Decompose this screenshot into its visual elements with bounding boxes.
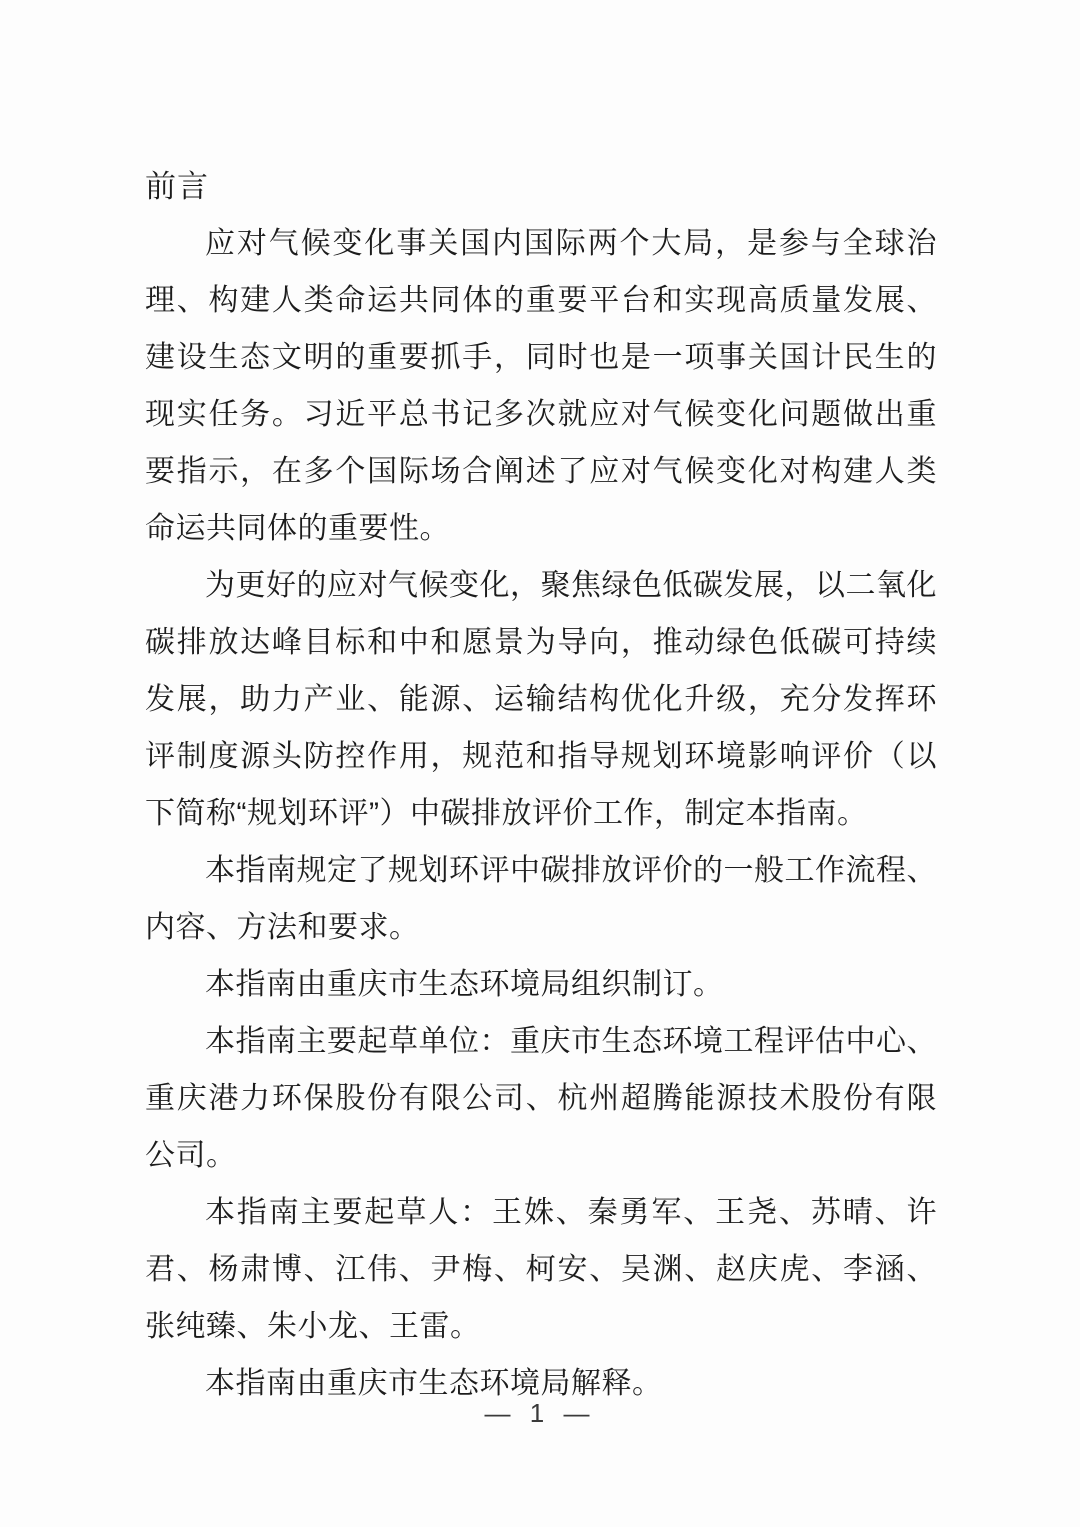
body-paragraph: 本指南由重庆市生态环境局解释。 — [205, 1367, 663, 1400]
body-paragraph: 应对气候变化事关国内国际两个大局，是参与全球治理、构建人类命运共同体的重要平台和实现高质量发展、建设生态文明的重要抓手，同时也是一项事关国计民生的现实任务。习近平总书记多次就应对气候变化问题做出重要指示，在多个国际场合阐述了应对气候变化对构建人类命运共同体的重要性。 — [145, 227, 937, 545]
page-title: 前言 — [145, 169, 209, 204]
body-paragraph: 本指南规定了规划环评中碳排放评价的一般工作流程、内容、方法和要求。 — [145, 854, 937, 944]
page-number: — 1 — — [484, 1398, 596, 1428]
body-paragraph: 本指南主要起草人：王姝、秦勇军、王尧、苏晴、许君、杨肃博、江伟、尹梅、柯安、吴渊、赵庆虎、李涵、张纯臻、朱小龙、王雷。 — [145, 1196, 937, 1343]
body-paragraph: 为更好的应对气候变化，聚焦绿色低碳发展，以二氧化碳排放达峰目标和中和愿景为导向，推动绿色低碳可持续发展，助力产业、能源、运输结构优化升级，充分发挥环评制度源头防控作用，规范和指导规划环境影响评价（以下简称“规划环评”）中碳排放评价工作，制定本指南。 — [145, 569, 937, 830]
document-content — [145, 158, 937, 1412]
body-paragraph: 本指南主要起草单位：重庆市生态环境工程评估中心、重庆港力环保股份有限公司、杭州超腾能源技术股份有限公司。 — [145, 1025, 937, 1172]
body-paragraph: 本指南由重庆市生态环境局组织制订。 — [205, 968, 724, 1001]
